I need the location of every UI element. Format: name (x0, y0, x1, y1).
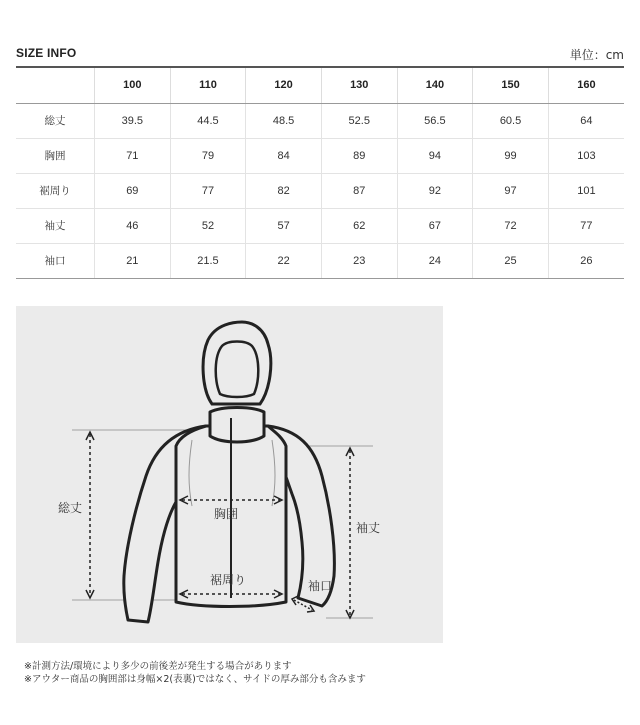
hem-label: 裾周り (210, 573, 247, 587)
table-cell: 77 (548, 208, 624, 243)
table-cell: 84 (246, 138, 322, 173)
measurement-diagram (16, 306, 443, 643)
total-length-label: 総丈 (58, 501, 83, 515)
table-cell: 69 (95, 173, 171, 208)
table-cell: 44.5 (170, 103, 246, 138)
corner-cell (16, 67, 95, 103)
table-cell: 64 (548, 103, 624, 138)
table-cell: 71 (95, 138, 171, 173)
size-header: 140 (397, 67, 473, 103)
row-label: 袖丈 (16, 208, 95, 243)
table-cell: 52 (170, 208, 246, 243)
total-length-arrow (86, 432, 94, 598)
table-cell: 48.5 (246, 103, 322, 138)
size-header: 160 (548, 67, 624, 103)
table-cell: 94 (397, 138, 473, 173)
cuff-label: 袖口 (308, 579, 333, 593)
row-label: 総丈 (16, 103, 95, 138)
table-cell: 72 (473, 208, 549, 243)
row-label: 袖口 (16, 243, 95, 278)
table-cell: 57 (246, 208, 322, 243)
table-cell: 39.5 (95, 103, 171, 138)
table-cell: 82 (246, 173, 322, 208)
chest-label: 胸囲 (214, 507, 239, 521)
table-cell: 21.5 (170, 243, 246, 278)
table-row (16, 103, 624, 138)
table-row (16, 243, 624, 278)
table-row (16, 208, 624, 243)
table-cell: 89 (321, 138, 397, 173)
table-cell: 26 (548, 243, 624, 278)
size-header: 150 (473, 67, 549, 103)
hood-shape (203, 322, 271, 404)
table-cell: 79 (170, 138, 246, 173)
table-cell: 24 (397, 243, 473, 278)
table-cell: 60.5 (473, 103, 549, 138)
table-row (16, 173, 624, 208)
notes (24, 660, 366, 686)
size-header: 100 (95, 67, 171, 103)
table-cell: 67 (397, 208, 473, 243)
size-info-title: SIZE INFO (16, 46, 77, 60)
unit-label: 単位：cm (569, 48, 624, 62)
size-header: 110 (170, 67, 246, 103)
table-cell: 92 (397, 173, 473, 208)
size-header-row (16, 67, 624, 103)
table-cell: 25 (473, 243, 549, 278)
table-cell: 52.5 (321, 103, 397, 138)
table-row (16, 138, 624, 173)
sleeve-length-arrow (346, 448, 354, 618)
table-cell: 21 (95, 243, 171, 278)
note-line: ※計測方法/環境により多少の前後差が発生する場合があります (24, 661, 292, 672)
table-cell: 87 (321, 173, 397, 208)
note-line: ※アウター商品の胸囲部は身幅×2(表裏)ではなく、サイドの厚み部分も含みます (24, 674, 366, 685)
size-table (16, 66, 624, 279)
table-cell: 62 (321, 208, 397, 243)
row-label: 胸囲 (16, 138, 95, 173)
table-cell: 22 (246, 243, 322, 278)
sleeve-length-label: 袖丈 (356, 521, 381, 535)
row-label: 裾周り (16, 173, 95, 208)
size-header: 130 (321, 67, 397, 103)
jacket-illustration (16, 306, 443, 643)
table-cell: 103 (548, 138, 624, 173)
table-cell: 101 (548, 173, 624, 208)
table-cell: 46 (95, 208, 171, 243)
table-cell: 56.5 (397, 103, 473, 138)
table-cell: 99 (473, 138, 549, 173)
table-cell: 77 (170, 173, 246, 208)
size-header: 120 (246, 67, 322, 103)
table-cell: 97 (473, 173, 549, 208)
table-cell: 23 (321, 243, 397, 278)
